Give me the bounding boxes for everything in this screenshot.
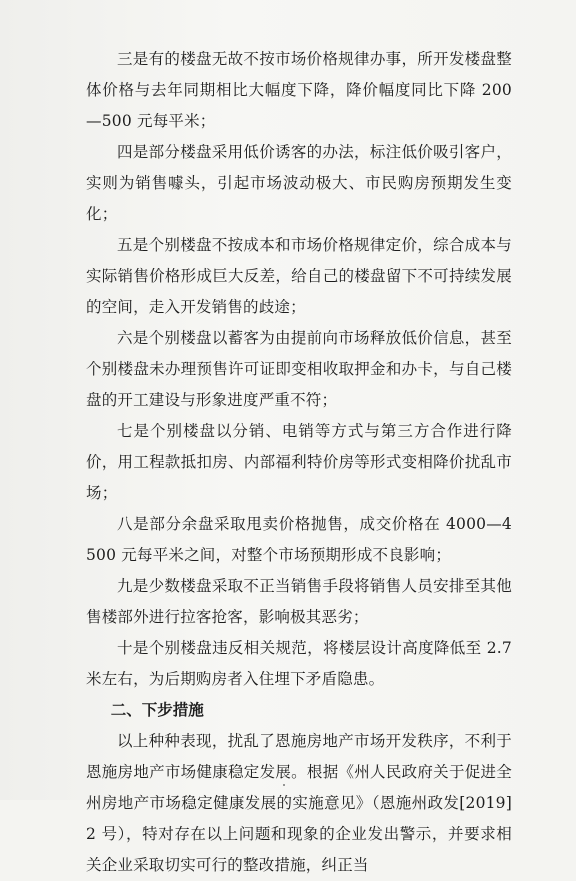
paragraph-item-10: 十是个别楼盘违反相关规范，将楼层设计高度降低至 2.7 米左右，为后期购房者入住埋下矛盾隐患。	[86, 639, 512, 688]
paragraph-item-4: 四是部分楼盘采用低价诱客的办法，标注低价吸引客户，实则为销售噱头，引起市场波动极大、市民购房预期发生变化；	[86, 143, 512, 223]
closing-paragraph: 以上种种表现，扰乱了恩施房地产市场开发秩序，不利于恩施房地产市场健康稳定发展。根据《州人民政府关于促进全州房地产市场稳定健康发展的实施意见》（恩施州政发[2019]2 号），特对存在以上问题和现象的企业发出警示，并要求相关企业采取切实可行的整改措施，纠正当	[86, 732, 512, 874]
paragraph-item-7: 七是个别楼盘以分销、电销等方式与第三方合作进行降价，用工程款抵扣房、内部福利特价房等形式变相降价扰乱市场；	[86, 422, 512, 502]
paragraph-item-9: 九是少数楼盘采取不正当销售手段将销售人员安排至其他售楼部外进行拉客抢客，影响极其恶劣；	[86, 577, 512, 626]
paragraph-item-5: 五是个别楼盘不按成本和市场价格规律定价，综合成本与实际销售价格形成巨大反差，给自己的楼盘留下不可持续发展的空间，走入开发销售的歧途；	[86, 236, 512, 316]
paragraph-item-6: 六是个别楼盘以蓄客为由提前向市场释放低价信息，甚至个别楼盘未办理预售许可证即变相收取押金和办卡，与自己楼盘的开工建设与形象进度严重不符；	[86, 329, 512, 409]
scan-dot-mark	[283, 784, 285, 786]
paragraph-item-8: 八是部分余盘采取甩卖价格抛售，成交价格在 4000—4500 元每平米之间，对整个市场预期形成不良影响；	[86, 515, 512, 564]
section-heading: 二、下步措施	[110, 701, 204, 719]
paragraph-item-3: 三是有的楼盘无故不按市场价格规律办事，所开发楼盘整体价格与去年同期相比大幅度下降，降价幅度同比下降 200—500 元每平米；	[86, 50, 512, 130]
